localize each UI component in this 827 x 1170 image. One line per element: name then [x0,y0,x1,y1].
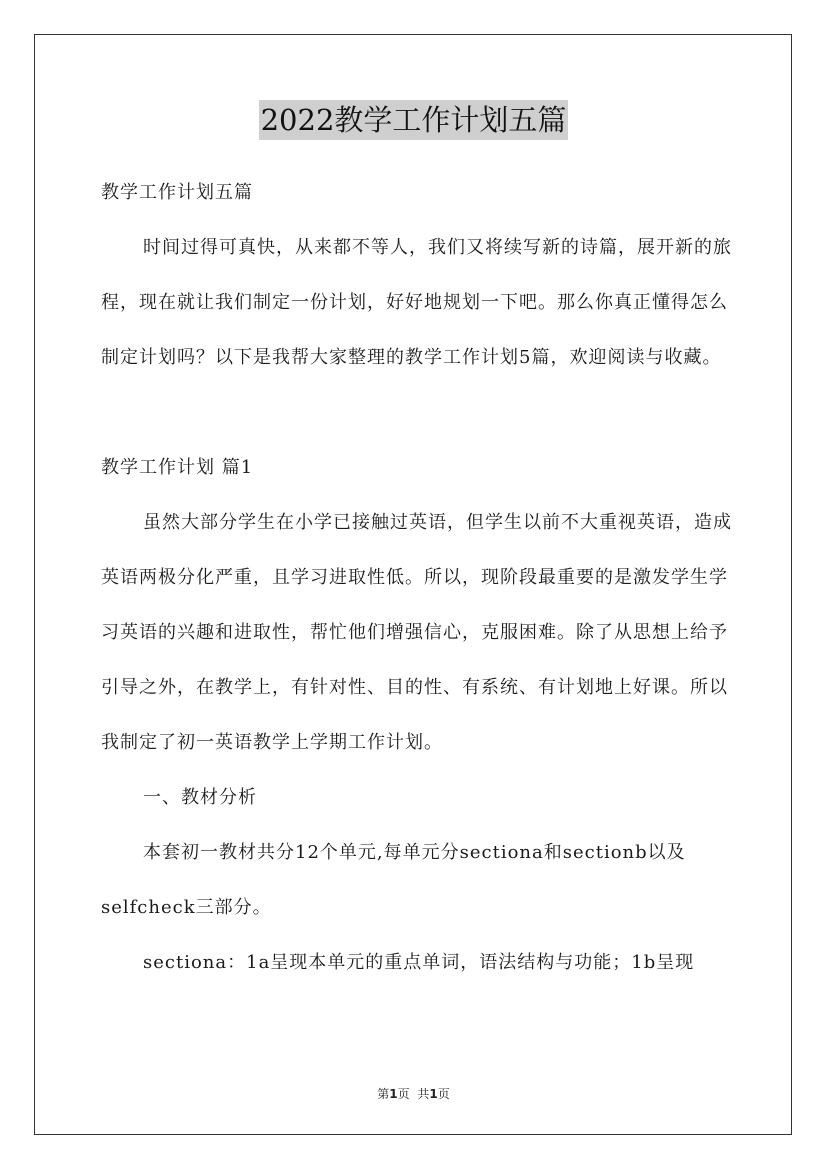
title-container [0,100,827,140]
document-title: 2022教学工作计划五篇 [259,100,569,140]
footer-page-prefix: 第 [377,1087,390,1101]
footer-page-suffix: 页 [397,1087,410,1101]
subheading-materials: 一、教材分析 [143,787,257,808]
intro-paragraph: 时间过得可真快，从来都不等人，我们又将续写新的诗篇，展开新的旅程，现在就让我们制定一份计划，好好地规划一下吧。那么你真正懂得怎么制定计划吗？以下是我帮大家整理的教学工作计划5篇，欢迎阅读与收藏。 [101,237,732,368]
section-heading: 教学工作计划 篇1 [101,457,254,478]
footer-total-suffix: 页 [437,1087,450,1101]
sectiona-paragraph: sectiona：1a呈现本单元的重点单词，语法结构与功能；1b呈现 [143,952,695,973]
document-body [101,165,741,990]
footer-total-prefix: 共 [417,1087,430,1101]
materials-paragraph: 本套初一教材共分12个单元,每单元分sectiona和sectionb以及selfcheck三部分。 [101,842,686,918]
footer-total-pages: 1 [429,1087,438,1101]
document-subtitle: 教学工作计划五篇 [101,182,253,203]
paragraph-spacer [101,385,741,440]
footer-page-number: 1 [389,1087,398,1101]
section-paragraph: 虽然大部分学生在小学已接触过英语，但学生以前不大重视英语，造成英语两极分化严重，且学习进取性低。所以，现阶段最重要的是激发学生学习英语的兴趣和进取性，帮忙他们增强信心，克服困难。除了从思想上给予引导之外，在教学上，有针对性、目的性、有系统、有计划地上好课。所以我制定了初一英语教学上学期工作计划。 [101,512,732,753]
page-footer [0,1085,827,1102]
